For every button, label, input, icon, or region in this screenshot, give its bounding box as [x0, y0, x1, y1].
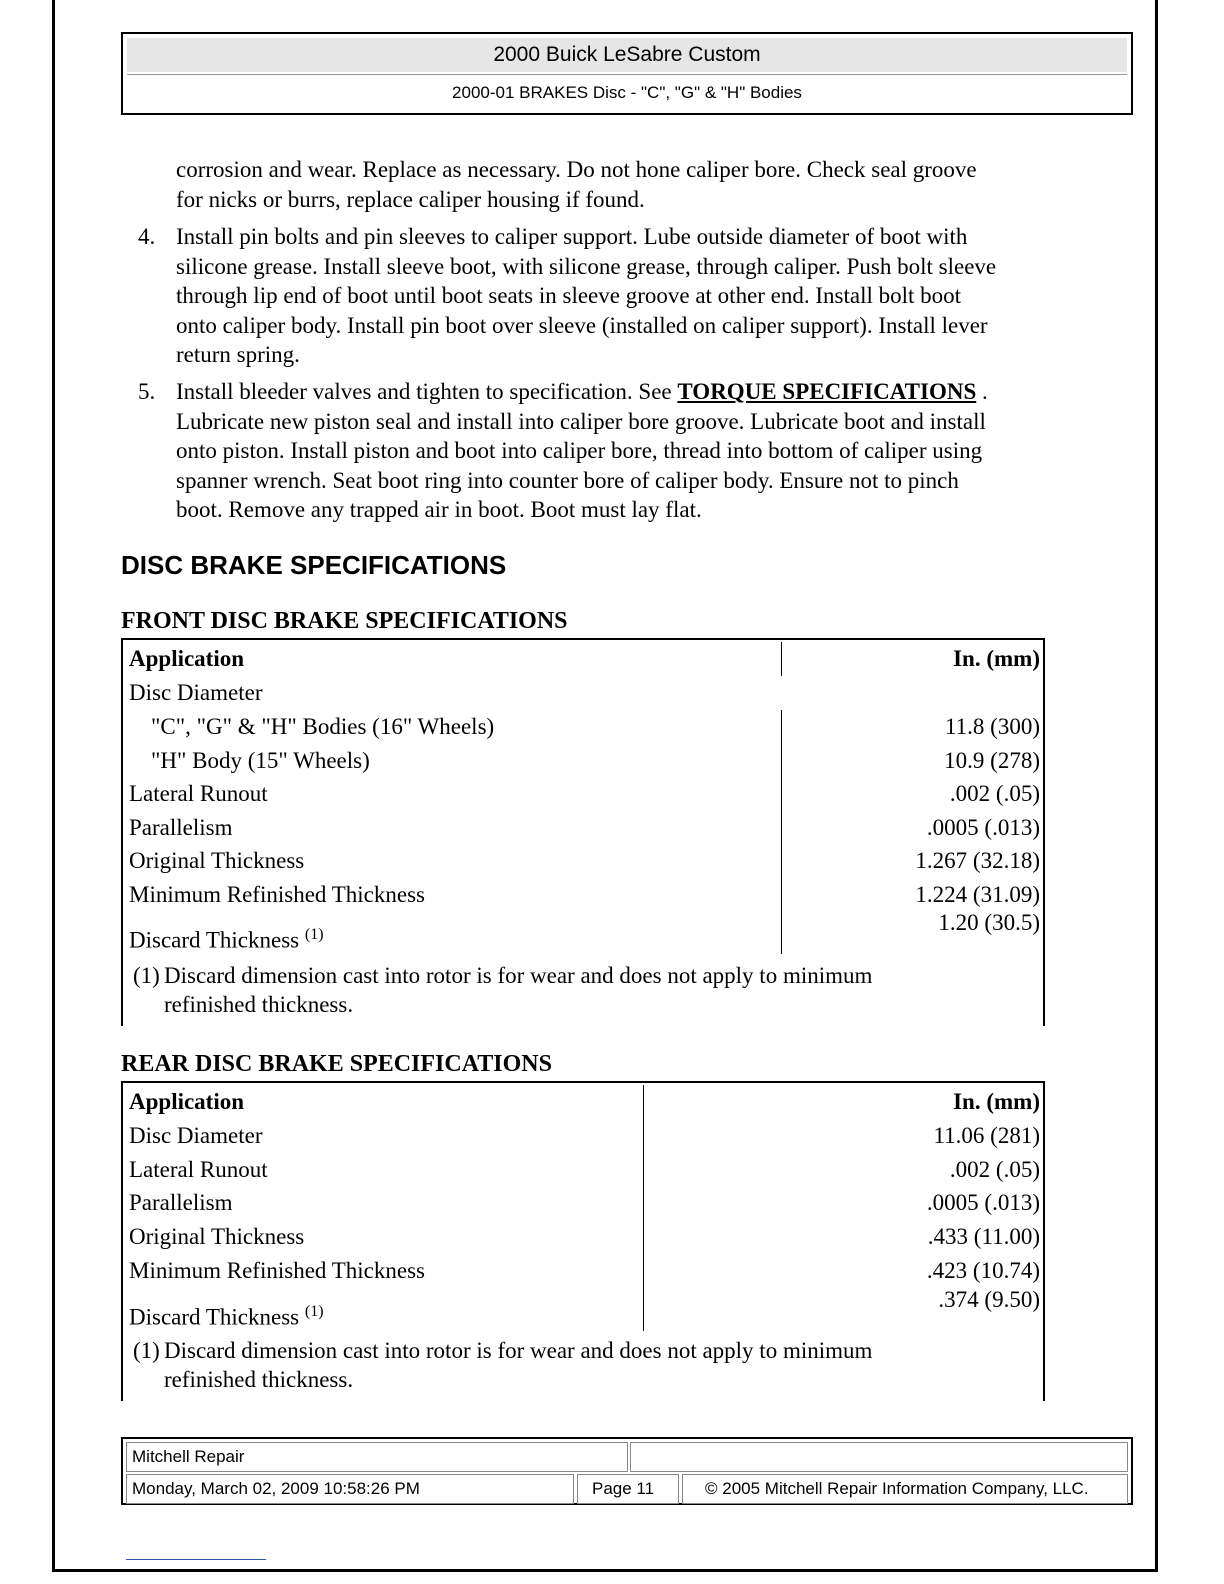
table-row	[129, 1153, 1040, 1187]
row-label: Original Thickness	[129, 1224, 305, 1249]
row-label: "H" Body (15" Wheels)	[151, 748, 370, 773]
row-label	[129, 918, 324, 958]
step-number: 4.	[138, 224, 156, 249]
row-value: 10.9 (278)	[944, 748, 1040, 773]
step-line: silicone grease. Install sleeve boot, with silicone grease, through caliper. Push bolt sleeve	[176, 253, 997, 279]
torque-specifications-link[interactable]: TORQUE SPECIFICATIONS	[677, 379, 977, 404]
footnote-ref: (1)	[304, 926, 324, 943]
rear-spec-table	[121, 1081, 1045, 1401]
footnote-text	[164, 1336, 984, 1394]
label-text: Discard Thickness	[129, 927, 300, 953]
table-row	[129, 777, 1040, 811]
step-text: .	[976, 379, 988, 404]
row-value: 11.8 (300)	[945, 714, 1040, 739]
row-label	[129, 1295, 324, 1335]
row-value: .433 (11.00)	[927, 1224, 1040, 1249]
footer-empty-cell	[630, 1442, 1128, 1472]
step-line: boot. Remove any trapped air in boot. Boot must lay flat.	[176, 497, 702, 522]
document-subtitle: 2000-01 BRAKES Disc - "C", "G" & "H" Bodies	[127, 74, 1127, 111]
table-header-row	[129, 642, 1040, 676]
footer-copyright: © 2005 Mitchell Repair Information Company, LLC.	[682, 1474, 1128, 1504]
column-header-application: Application	[129, 646, 245, 671]
table-row	[129, 1287, 1040, 1330]
step-4-text	[176, 222, 1106, 370]
front-spec-table	[121, 638, 1045, 1026]
continued-text	[176, 155, 1106, 214]
step-line: onto caliper body. Install pin boot over sleeve (installed on caliper support). Install lever	[176, 312, 988, 338]
footnote-line: Discard dimension cast into rotor is for wear and does not apply to minimum	[164, 963, 873, 988]
footer-datetime: Monday, March 02, 2009 10:58:26 PM	[126, 1474, 574, 1504]
row-value: .374 (9.50)	[938, 1287, 1040, 1312]
row-label: Lateral Runout	[129, 1157, 268, 1182]
table-row	[129, 811, 1040, 845]
step-line: onto piston. Install piston and boot into caliper bore, thread into bottom of caliper using	[176, 438, 983, 463]
row-label: Minimum Refinished Thickness	[129, 1258, 426, 1283]
label-text: Discard Thickness	[129, 1304, 300, 1330]
row-label: Parallelism	[129, 815, 233, 840]
footnote-line: refinished thickness.	[164, 992, 354, 1017]
continued-line: corrosion and wear. Replace as necessary. Do not hone caliper bore. Check seal groove	[176, 157, 977, 182]
row-label: Lateral Runout	[129, 781, 268, 806]
row-label: "C", "G" & "H" Bodies (16" Wheels)	[151, 714, 495, 739]
step-number: 5.	[138, 379, 156, 404]
footer-company: Mitchell Repair	[126, 1442, 628, 1472]
table-row	[129, 1186, 1040, 1220]
table-row	[129, 878, 1040, 912]
row-value: .0005 (.013)	[926, 815, 1040, 840]
row-label: Minimum Refinished Thickness	[129, 882, 426, 907]
footer-page: Page 11	[577, 1474, 679, 1504]
table-row	[129, 1119, 1040, 1153]
row-value: .002 (.05)	[949, 1157, 1040, 1182]
footnote-line: refinished thickness.	[164, 1367, 354, 1392]
front-table-title: FRONT DISC BRAKE SPECIFICATIONS	[121, 608, 568, 634]
table-row	[129, 1254, 1040, 1288]
table-row	[129, 676, 1040, 710]
footnote-mark: (1)	[133, 1338, 160, 1363]
row-label: Disc Diameter	[129, 680, 263, 705]
row-value: .002 (.05)	[949, 781, 1040, 806]
step-5-text	[176, 377, 1106, 525]
step-line: Lubricate new piston seal and install into caliper bore groove. Lubricate boot and install	[176, 408, 986, 434]
continued-line: for nicks or burrs, replace caliper housing if found.	[176, 186, 645, 212]
step-line	[176, 377, 1106, 407]
row-value: 1.20 (30.5)	[938, 910, 1040, 935]
step-line: Install pin bolts and pin sleeves to caliper support. Lube outside diameter of boot with	[176, 224, 968, 249]
table-row	[129, 1220, 1040, 1254]
row-label: Disc Diameter	[129, 1123, 263, 1148]
table-row	[129, 744, 1040, 778]
document-footer	[121, 1437, 1133, 1505]
row-value: 11.06 (281)	[933, 1123, 1040, 1148]
step-text: Install bleeder valves and tighten to specification. See	[176, 379, 678, 404]
table-row	[129, 710, 1040, 744]
step-line: return spring.	[176, 342, 300, 367]
footnote-ref: (1)	[304, 1303, 324, 1320]
row-label: Original Thickness	[129, 848, 305, 873]
document-header	[121, 32, 1133, 115]
table-row	[129, 910, 1040, 953]
document-title: 2000 Buick LeSabre Custom	[127, 38, 1127, 72]
row-value: 1.267 (32.18)	[915, 848, 1040, 873]
footnote-text	[164, 961, 984, 1019]
column-header-application: Application	[129, 1089, 245, 1114]
footnote-line: Discard dimension cast into rotor is for wear and does not apply to minimum	[164, 1338, 873, 1363]
rear-table-title: REAR DISC BRAKE SPECIFICATIONS	[121, 1051, 552, 1077]
row-value: .0005 (.013)	[926, 1190, 1040, 1215]
footnote-mark: (1)	[133, 963, 160, 988]
row-label: Parallelism	[129, 1190, 233, 1215]
row-value: 1.224 (31.09)	[915, 882, 1040, 907]
table-row	[129, 844, 1040, 878]
table-header-row	[129, 1085, 1040, 1119]
column-header-value: In. (mm)	[953, 646, 1040, 671]
step-line: through lip end of boot until boot seats in sleeve groove at other end. Install bolt boot	[176, 283, 962, 308]
row-value: .423 (10.74)	[926, 1258, 1040, 1283]
step-line: spanner wrench. Seat boot ring into counter bore of caliper body. Ensure not to pinch	[176, 467, 959, 493]
column-header-value: In. (mm)	[953, 1089, 1040, 1114]
bottom-rule	[126, 1559, 266, 1560]
section-title: DISC BRAKE SPECIFICATIONS	[121, 550, 507, 580]
